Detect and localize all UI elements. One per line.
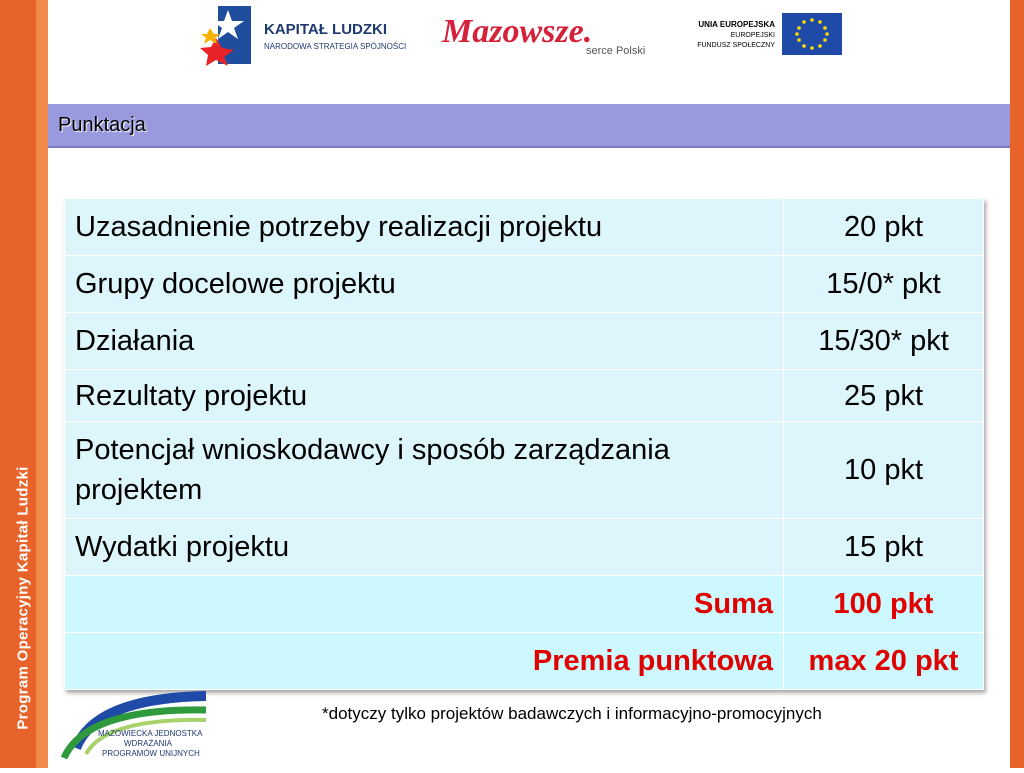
- kapital-ludzki-title: KAPITAŁ LUDZKI: [264, 21, 388, 38]
- sum-row: [65, 576, 984, 633]
- eu-line3: FUNDUSZ SPOŁECZNY: [697, 42, 775, 49]
- criterion-cell: Potencjał wnioskodawcy i sposób zarządzania projektem: [65, 422, 784, 519]
- eu-line1: UNIA EUROPEJSKA: [698, 20, 775, 29]
- table-row: [65, 519, 984, 576]
- table-row: [65, 313, 984, 370]
- footnote: *dotyczy tylko projektów badawczych i informacyjno-promocyjnych: [322, 704, 822, 723]
- scoring-table: [64, 198, 984, 690]
- mazowsze-title: Mazowsze.: [442, 13, 593, 50]
- criterion-cell: Rezultaty projektu: [65, 370, 784, 422]
- bonus-row: [65, 633, 984, 690]
- mazowsze-logo: [441, 13, 645, 57]
- side-program-label: Program Operacyjny Kapitał Ludzki: [14, 466, 32, 730]
- sum-value: 100 pkt: [784, 576, 984, 633]
- mjwpu-logo-graphic: [56, 688, 276, 768]
- points-cell: 15/0* pkt: [784, 256, 984, 313]
- points-cell: 15 pkt: [784, 519, 984, 576]
- mazowsze-subtitle: serce Polski: [586, 45, 646, 57]
- mjwpu-line2: WDRAŻANIA: [124, 739, 172, 748]
- sum-label: Suma: [65, 576, 784, 633]
- eu-logo: [697, 13, 842, 55]
- table-row: [65, 256, 984, 313]
- mjwpu-logo: [56, 688, 276, 768]
- page-title: Punktacja: [58, 114, 146, 136]
- criterion-cell: Wydatki projektu: [65, 519, 784, 576]
- header-logos: [48, 0, 1010, 100]
- points-cell: 15/30* pkt: [784, 313, 984, 370]
- criterion-cell: Grupy docelowe projektu: [65, 256, 784, 313]
- points-cell: 10 pkt: [784, 422, 984, 519]
- kapital-ludzki-logo: [200, 6, 406, 66]
- logos-strip: [48, 0, 1010, 100]
- bonus-value: max 20 pkt: [784, 633, 984, 690]
- table-row: [65, 370, 984, 422]
- eu-line2: EUROPEJSKI: [730, 32, 775, 39]
- kapital-ludzki-subtitle: NARODOWA STRATEGIA SPÓJNOŚCI: [264, 42, 407, 51]
- mjwpu-line1: MAZOWIECKA JEDNOSTKA: [98, 729, 203, 738]
- table-row: [65, 422, 984, 519]
- table-row: [65, 199, 984, 256]
- criterion-cell: Uzasadnienie potrzeby realizacji projektu: [65, 199, 784, 256]
- criterion-cell: Działania: [65, 313, 784, 370]
- points-cell: 20 pkt: [784, 199, 984, 256]
- right-side-bar: [1010, 0, 1024, 768]
- mjwpu-line3: PROGRAMÓW UNIJNYCH: [102, 749, 200, 758]
- points-cell: 25 pkt: [784, 370, 984, 422]
- section-banner: [48, 104, 1010, 148]
- bonus-label: Premia punktowa: [65, 633, 784, 690]
